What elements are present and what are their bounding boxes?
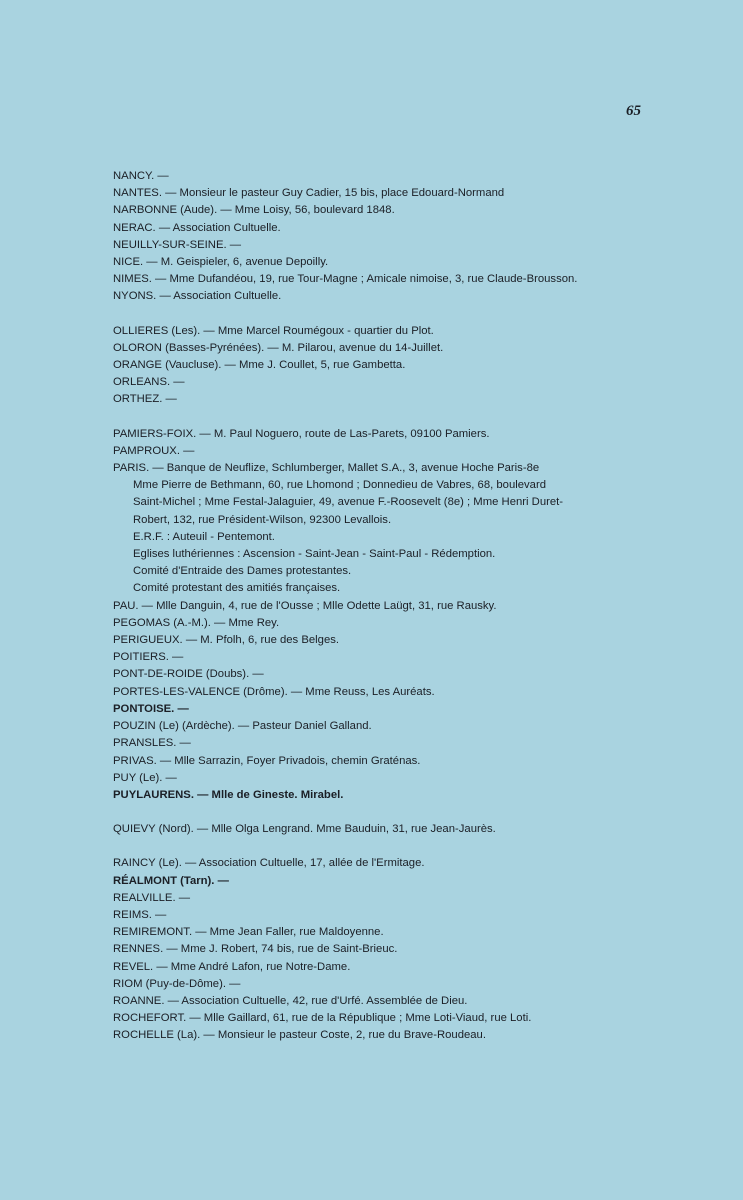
entry-pamproux: PAMPROUX. — bbox=[113, 444, 195, 457]
entry-pouzin: POUZIN (Le) (Ardèche). — Pasteur Daniel Galland. bbox=[113, 720, 372, 733]
entry-realmont: RÉALMONT (Tarn). — bbox=[113, 874, 229, 887]
entry-paris-line-5: E.R.F. : Auteuil - Pentemont. bbox=[133, 530, 275, 543]
entry-remiremont: REMIREMONT. — Mme Jean Faller, rue Maldoyenne. bbox=[113, 926, 384, 939]
entry-oloron: OLORON (Basses-Pyrénées). — M. Pilarou, avenue du 14-Juillet. bbox=[113, 341, 444, 354]
entry-narbonne: NARBONNE (Aude). — Mme Loisy, 56, boulevard 1848. bbox=[113, 204, 395, 217]
entry-paris-line-2: Mme Pierre de Bethmann, 60, rue Lhomond ; Donnedieu de Vabres, 68, boulevard bbox=[133, 479, 547, 492]
entry-nerac: NERAC. — Association Cultuelle. bbox=[113, 221, 281, 234]
entry-portes-les-valence: PORTES-LES-VALENCE (Drôme). — Mme Reuss, Les Auréats. bbox=[113, 685, 435, 698]
entry-pamiers-foix: PAMIERS-FOIX. — M. Paul Noguero, route de Las-Parets, 09100 Pamiers. bbox=[113, 427, 490, 440]
entry-paris-line-3: Saint-Michel ; Mme Festal-Jalaguier, 49, avenue F.-Roosevelt (8e) ; Mme Henri Duret- bbox=[133, 496, 564, 509]
entry-paris-line-4: Robert, 132, rue Président-Wilson, 92300 Levallois. bbox=[133, 513, 392, 526]
entry-orleans: ORLEANS. — bbox=[113, 376, 185, 389]
entry-rennes: RENNES. — Mme J. Robert, 74 bis, rue de Saint-Brieuc. bbox=[113, 943, 398, 956]
entry-nantes: NANTES. — Monsieur le pasteur Guy Cadier, 15 bis, place Edouard-Normand bbox=[113, 187, 505, 200]
entry-privas: PRIVAS. — Mlle Sarrazin, Foyer Privadois, chemin Graténas. bbox=[113, 754, 421, 767]
entry-raincy: RAINCY (Le). — Association Cultuelle, 17, allée de l'Ermitage. bbox=[113, 857, 425, 870]
entry-puy: PUY (Le). — bbox=[113, 771, 177, 784]
entry-quievy: QUIEVY (Nord). — Mlle Olga Lengrand. Mme Bauduin, 31, rue Jean-Jaurès. bbox=[113, 823, 496, 836]
directory-list bbox=[113, 168, 648, 1045]
entry-realville: REALVILLE. — bbox=[113, 891, 191, 904]
entry-pont-de-roide: PONT-DE-ROIDE (Doubs). — bbox=[113, 668, 264, 681]
entry-rochefort: ROCHEFORT. — Mlle Gaillard, 61, rue de la République ; Mme Loti-Viaud, rue Loti. bbox=[113, 1012, 532, 1025]
entry-puylaurens: PUYLAURENS. — Mlle de Gineste. Mirabel. bbox=[113, 788, 344, 801]
entry-ollieres: OLLIERES (Les). — Mme Marcel Roumégoux - quartier du Plot. bbox=[113, 324, 434, 337]
entry-paris-line-8: Comité protestant des amitiés françaises. bbox=[133, 582, 341, 595]
entry-neuilly: NEUILLY-SUR-SEINE. — bbox=[113, 238, 242, 251]
entry-pegomas: PEGOMAS (A.-M.). — Mme Rey. bbox=[113, 616, 280, 629]
entry-revel: REVEL. — Mme André Lafon, rue Notre-Dame. bbox=[113, 960, 351, 973]
entry-nice: NICE. — M. Geispieler, 6, avenue Depoilly. bbox=[113, 256, 329, 269]
entry-riom: RIOM (Puy-de-Dôme). — bbox=[113, 977, 241, 990]
entry-nancy: NANCY. — bbox=[113, 170, 169, 182]
page-number: 65 bbox=[626, 103, 641, 119]
entry-pau: PAU. — Mlle Danguin, 4, rue de l'Ousse ; Mlle Odette Laügt, 31, rue Rausky. bbox=[113, 599, 497, 612]
entry-paris: PARIS. — Banque de Neuflize, Schlumberger, Mallet S.A., 3, avenue Hoche Paris-8e bbox=[113, 462, 540, 475]
entry-pontoise: PONTOISE. — bbox=[113, 702, 189, 715]
entry-poitiers: POITIERS. — bbox=[113, 651, 184, 664]
entry-rochelle: ROCHELLE (La). — Monsieur le pasteur Coste, 2, rue du Brave-Roudeau. bbox=[113, 1029, 486, 1042]
entry-nimes: NIMES. — Mme Dufandéou, 19, rue Tour-Magne ; Amicale nimoise, 3, rue Claude-Brousson. bbox=[113, 273, 578, 286]
entry-orange: ORANGE (Vaucluse). — Mme J. Coullet, 5, rue Gambetta. bbox=[113, 359, 406, 372]
entry-pransles: PRANSLES. — bbox=[113, 737, 191, 750]
entry-paris-line-6: Eglises luthériennes : Ascension - Saint-Jean - Saint-Paul - Rédemption. bbox=[133, 548, 496, 561]
entry-perigueux: PERIGUEUX. — M. Pfolh, 6, rue des Belges. bbox=[113, 634, 340, 647]
entry-orthez: ORTHEZ. — bbox=[113, 393, 177, 406]
entry-paris-line-7: Comité d'Entraide des Dames protestantes. bbox=[133, 565, 352, 578]
entry-nyons: NYONS. — Association Cultuelle. bbox=[113, 290, 282, 303]
entry-reims: REIMS. — bbox=[113, 908, 167, 921]
entry-roanne: ROANNE. — Association Cultuelle, 42, rue d'Urfé. Assemblée de Dieu. bbox=[113, 994, 468, 1007]
